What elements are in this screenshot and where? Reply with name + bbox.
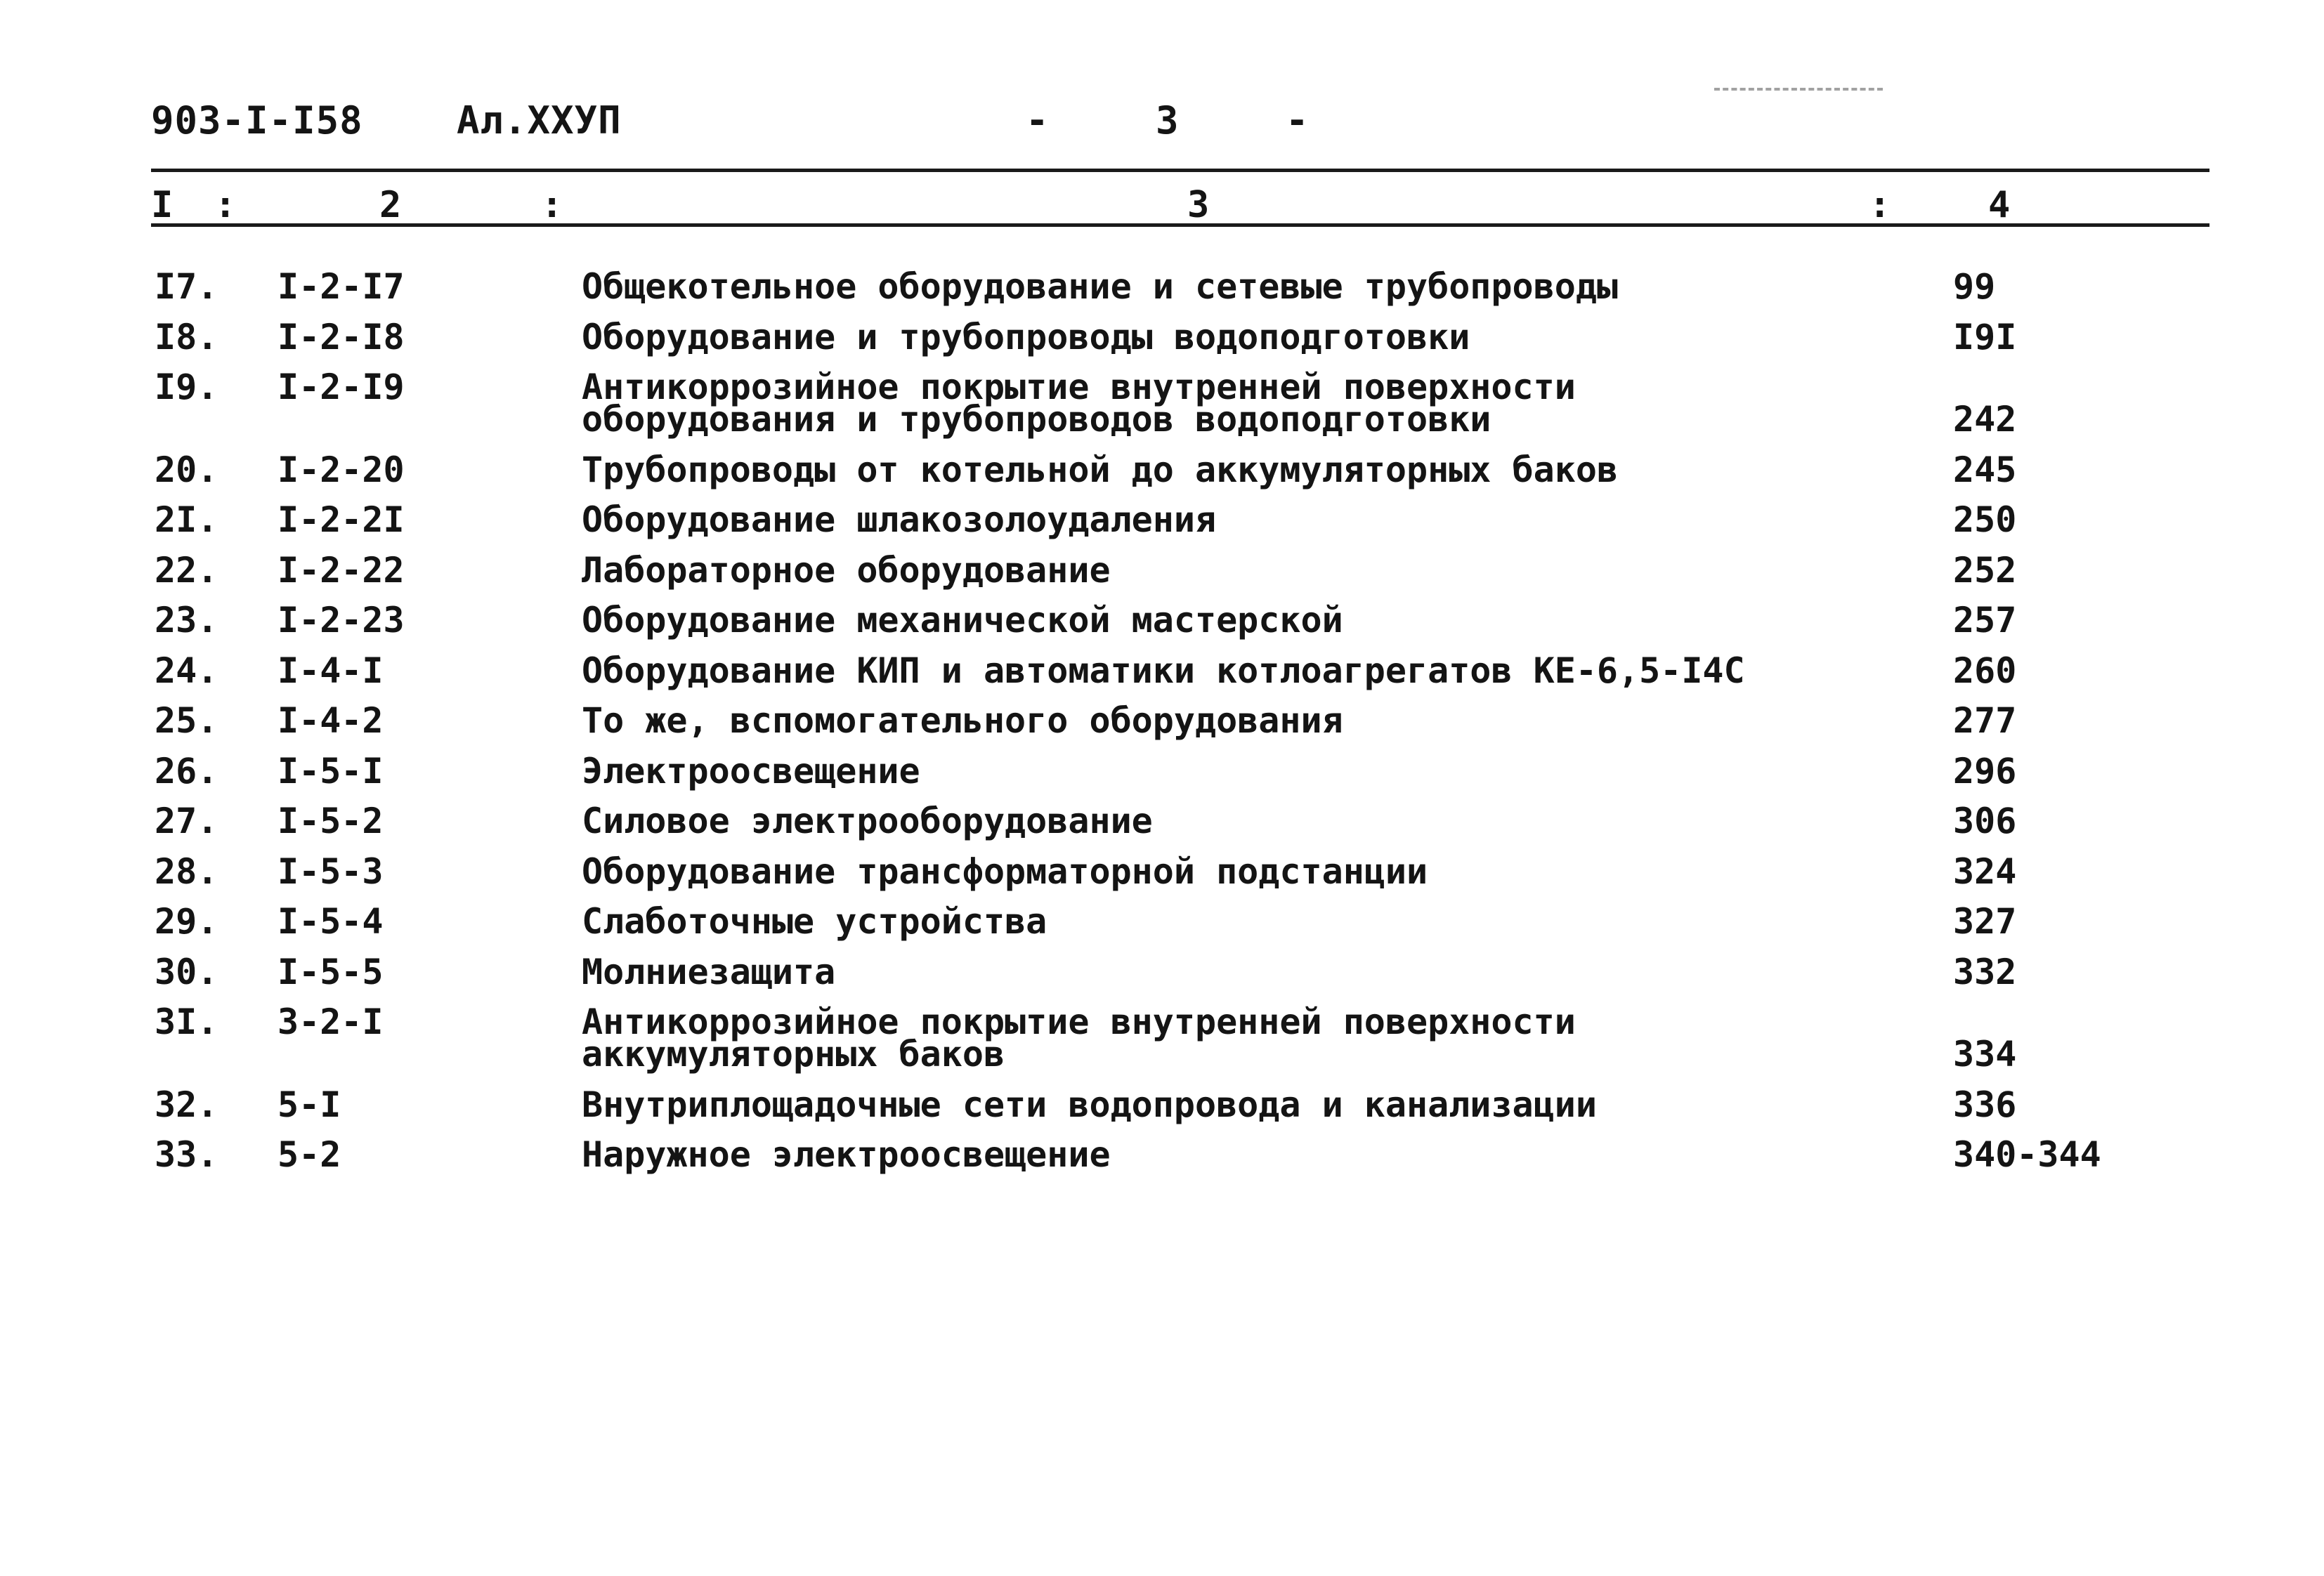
column-separator: : [541, 184, 563, 226]
row-title [582, 549, 1111, 591]
row-title [582, 1002, 1576, 1075]
row-title [582, 801, 1153, 841]
row-number: I8. [155, 316, 218, 357]
row-number: 24. [155, 650, 218, 691]
page-number: - 3 - [1026, 98, 1351, 143]
row-title-line: Наружное электроосвещение [582, 1134, 1111, 1175]
row-page: 257 [1953, 600, 2017, 641]
row-number: 30. [155, 951, 218, 992]
row-page: 336 [1953, 1084, 2017, 1125]
row-number: 33. [155, 1134, 218, 1175]
row-number: 25. [155, 700, 218, 741]
row-page: 296 [1953, 750, 2017, 792]
row-code: I-5-4 [278, 901, 384, 942]
row-code: 5-2 [278, 1134, 341, 1175]
row-number: 20. [155, 449, 218, 490]
row-title-line: оборудования и трубопроводов водоподготовки [582, 399, 1491, 440]
row-code: I-5-2 [278, 801, 384, 841]
row-title-line: Антикоррозийное покрытие внутренней поверхности [582, 1002, 1576, 1042]
row-code: I-2-2I [278, 499, 405, 540]
row-page: 245 [1953, 449, 2017, 490]
column-separator: : [1869, 184, 1891, 226]
column-header-2: 2 [379, 184, 402, 226]
row-title-line: Внутриплощадочные сети водопровода и канализации [582, 1084, 1597, 1125]
row-title [582, 700, 1343, 741]
row-page: I9I [1953, 316, 2017, 357]
row-title [582, 851, 1428, 892]
row-title [582, 1084, 1597, 1125]
row-title-line: Электроосвещение [582, 750, 920, 792]
row-title [582, 750, 920, 792]
header-rule-top [151, 169, 2209, 172]
row-title-line: Оборудование КИП и автоматики котлоагрегатов КЕ-6,5-I4С [582, 650, 1745, 691]
row-page: 242 [1953, 399, 2017, 440]
column-header-4: 4 [1988, 184, 2011, 226]
row-code: I-2-I9 [278, 367, 405, 407]
row-title-line: Молниезащита [582, 951, 836, 992]
row-title [582, 901, 1047, 942]
row-title [582, 499, 1217, 540]
row-code: 5-I [278, 1084, 341, 1125]
album-number: Ал.ХХУП [457, 98, 622, 143]
row-code: 3-2-I [278, 1002, 384, 1042]
row-number: 29. [155, 901, 218, 942]
row-page: 327 [1953, 901, 2017, 942]
row-code: I-4-I [278, 650, 384, 691]
row-number: I7. [155, 266, 218, 307]
row-title [582, 951, 836, 992]
row-title-line: аккумуляторных баков [582, 1034, 1005, 1075]
column-header-3: 3 [1187, 184, 1210, 226]
row-number: 2I. [155, 499, 218, 540]
row-page: 324 [1953, 851, 2017, 892]
row-title-line: Оборудование механической мастерской [582, 600, 1343, 641]
row-title-line: Лабораторное оборудование [582, 549, 1111, 591]
row-code: I-2-I7 [278, 266, 405, 307]
row-number: 23. [155, 600, 218, 641]
row-page: 252 [1953, 549, 2017, 591]
scan-mark [1714, 67, 1883, 91]
row-title [582, 316, 1470, 357]
row-title-line: Слаботочные устройства [582, 901, 1047, 942]
row-number: 32. [155, 1084, 218, 1125]
row-page: 250 [1953, 499, 2017, 540]
row-title [582, 266, 1619, 307]
row-title-line: Антикоррозийное покрытие внутренней поверхности [582, 367, 1576, 407]
row-page: 334 [1953, 1034, 2017, 1075]
document-code: 903-I-I58 [151, 98, 363, 143]
row-title [582, 1134, 1111, 1175]
row-code: I-5-5 [278, 951, 384, 992]
row-title-line: То же, вспомогательного оборудования [582, 700, 1343, 741]
column-header-1: I [151, 184, 174, 226]
row-code: I-2-I8 [278, 316, 405, 357]
row-page: 306 [1953, 801, 2017, 841]
row-number: 3I. [155, 1002, 218, 1042]
row-number: 26. [155, 750, 218, 792]
row-page: 332 [1953, 951, 2017, 992]
row-number: 28. [155, 851, 218, 892]
row-page: 99 [1953, 266, 1996, 307]
row-title-line: Силовое электрооборудование [582, 801, 1153, 841]
row-code: I-2-20 [278, 449, 405, 490]
row-code: I-5-3 [278, 851, 384, 892]
column-separator: : [214, 184, 237, 226]
row-code: I-4-2 [278, 700, 384, 741]
row-code: I-5-I [278, 750, 384, 792]
row-title-line: Трубопроводы от котельной до аккумуляторных баков [582, 449, 1619, 490]
header-rule-bottom [151, 223, 2209, 227]
row-title [582, 449, 1619, 490]
row-code: I-2-22 [278, 549, 405, 591]
row-title [582, 650, 1745, 691]
row-page: 260 [1953, 650, 2017, 691]
row-title-line: Общекотельное оборудование и сетевые трубопроводы [582, 266, 1619, 307]
row-page: 340-344 [1953, 1134, 2101, 1175]
row-number: I9. [155, 367, 218, 407]
row-title-line: Оборудование шлакозолоудаления [582, 499, 1217, 540]
row-title-line: Оборудование и трубопроводы водоподготовки [582, 316, 1470, 357]
row-title-line: Оборудование трансформаторной подстанции [582, 851, 1428, 892]
row-code: I-2-23 [278, 600, 405, 641]
row-title [582, 367, 1576, 440]
row-number: 27. [155, 801, 218, 841]
row-number: 22. [155, 549, 218, 591]
row-page: 277 [1953, 700, 2017, 741]
row-title [582, 600, 1343, 641]
